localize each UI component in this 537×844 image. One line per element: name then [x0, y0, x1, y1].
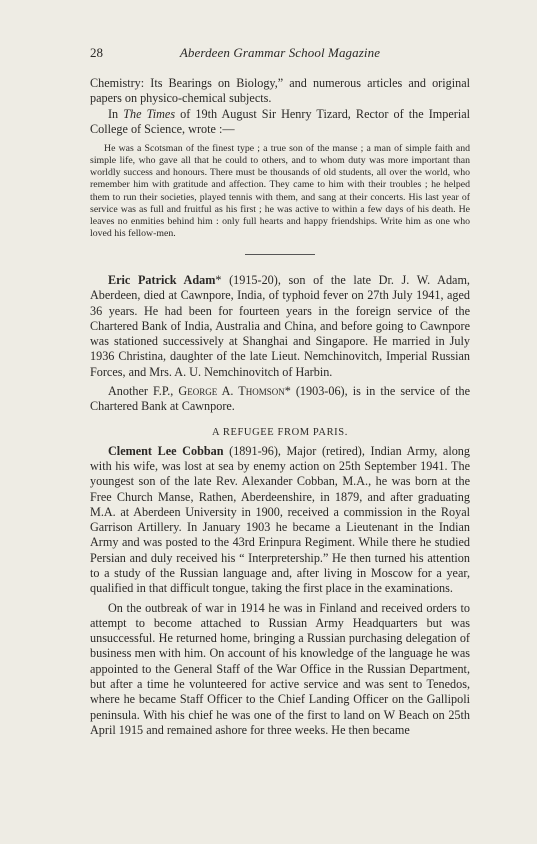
obituary-text: * (1915-20), son of the late Dr. J. W. Adam, Aberdeen, died at Cawnpore, India, of typhoid fever on 27th July 1941, aged 36 years. He had been for fourteen years in the foreign service of the Chartered Bank of India, Australia and China, and before going to Cawnpore was stationed successively at Shanghai and Singapore. He married in July 1936 Christina, daughter of the late Lieut. Nemchinovitch, Imperial Russian Forces, and Mrs. A. U. Nemchinovitch of Harbin. — [90, 272, 470, 379]
section-divider — [245, 254, 315, 255]
paragraph-times-intro — [90, 107, 470, 138]
page-header — [90, 45, 470, 61]
obituary-name: Eric Patrick Adam — [108, 272, 216, 287]
times-rest: of 19th August Sir Henry Tizard, Rector of the Imperial College of Science, wrote :— — [90, 106, 471, 136]
obituary-cobban — [90, 444, 470, 597]
block-quote: He was a Scotsman of the finest type ; a true son of the manse ; a man of simple faith and simple life, who gave all that he could to others, and to whom duty was more important than worldly success and honours. There must be thousands of old students, all over the world, who remember him with gratitude and affection. They came to him with their troubles ; he helped them to run their societies, played tennis with them, and sang at their concerts. His last year of service was as full and fruitful as his first ; he was active to within a few days of his death. He leaves no enmities behind him : only full hearts and happy friendships. Write him as one who loved his fellow-men. — [90, 143, 470, 239]
page-number: 28 — [90, 45, 103, 60]
page-body — [90, 76, 470, 738]
newspaper-title: The Times — [123, 106, 176, 121]
note-name: George A. Thomson — [178, 384, 285, 399]
paragraph-continuation: Chemistry: Its Bearings on Biology,” and numerous articles and original papers on physico-chemical subjects. — [90, 76, 470, 106]
obituary-name: Clement Lee Cobban — [108, 443, 224, 458]
note-thomson — [90, 384, 470, 415]
paragraph-war-service: On the outbreak of war in 1914 he was in Finland and received orders to attempt to become attached to Russian Army Headquarters but was unsuccessful. He returned home, bringing a Russian purchasing delegation of business men with him. On account of his knowledge of the language he was appointed to the General Staff of the War Office in the Russian Department, but after a time he volunteered for active service and was sent to Tenedos, where he became Staff Officer to the Chief Landing Officer on the Gallipoli peninsula. With his chief he was one of the first to land on W Beach on 25th April 1915 and remained ashore for three weeks. He then became — [90, 600, 470, 737]
running-title: Aberdeen Grammar School Magazine — [179, 45, 381, 60]
obituary-text: (1891-96), Major (retired), Indian Army, along with his wife, was lost at sea by enemy action on 25th September 1941. The youngest son of the late Rev. Alexander Cobban, M.A., he was born at the Free Church Manse, Rathen, Aberdeenshire, in 1879, and after graduating M.A. at Aberdeen University in 1900, received a commission in the Royal Garrison Artillery. In January 1903 he became a Lieutenant in the Indian Army and was posted to the 43rd Erinpura Regiment. While there he studied Persian and duly received his “ Interpretership.” He then turned his attention to a study of the Russian language and, after living in Moscow for a year, qualified in that difficult tongue, taking the first place in the examinations. — [90, 443, 470, 596]
note-prefix: Another F.P., — [108, 384, 179, 399]
section-heading: A REFUGEE FROM PARIS. — [212, 426, 348, 438]
times-prefix: In — [108, 106, 124, 121]
note-rest: * (1903-06), is in the service of the Chartered Bank at Cawnpore. — [90, 384, 470, 414]
obituary-adam — [90, 273, 470, 380]
